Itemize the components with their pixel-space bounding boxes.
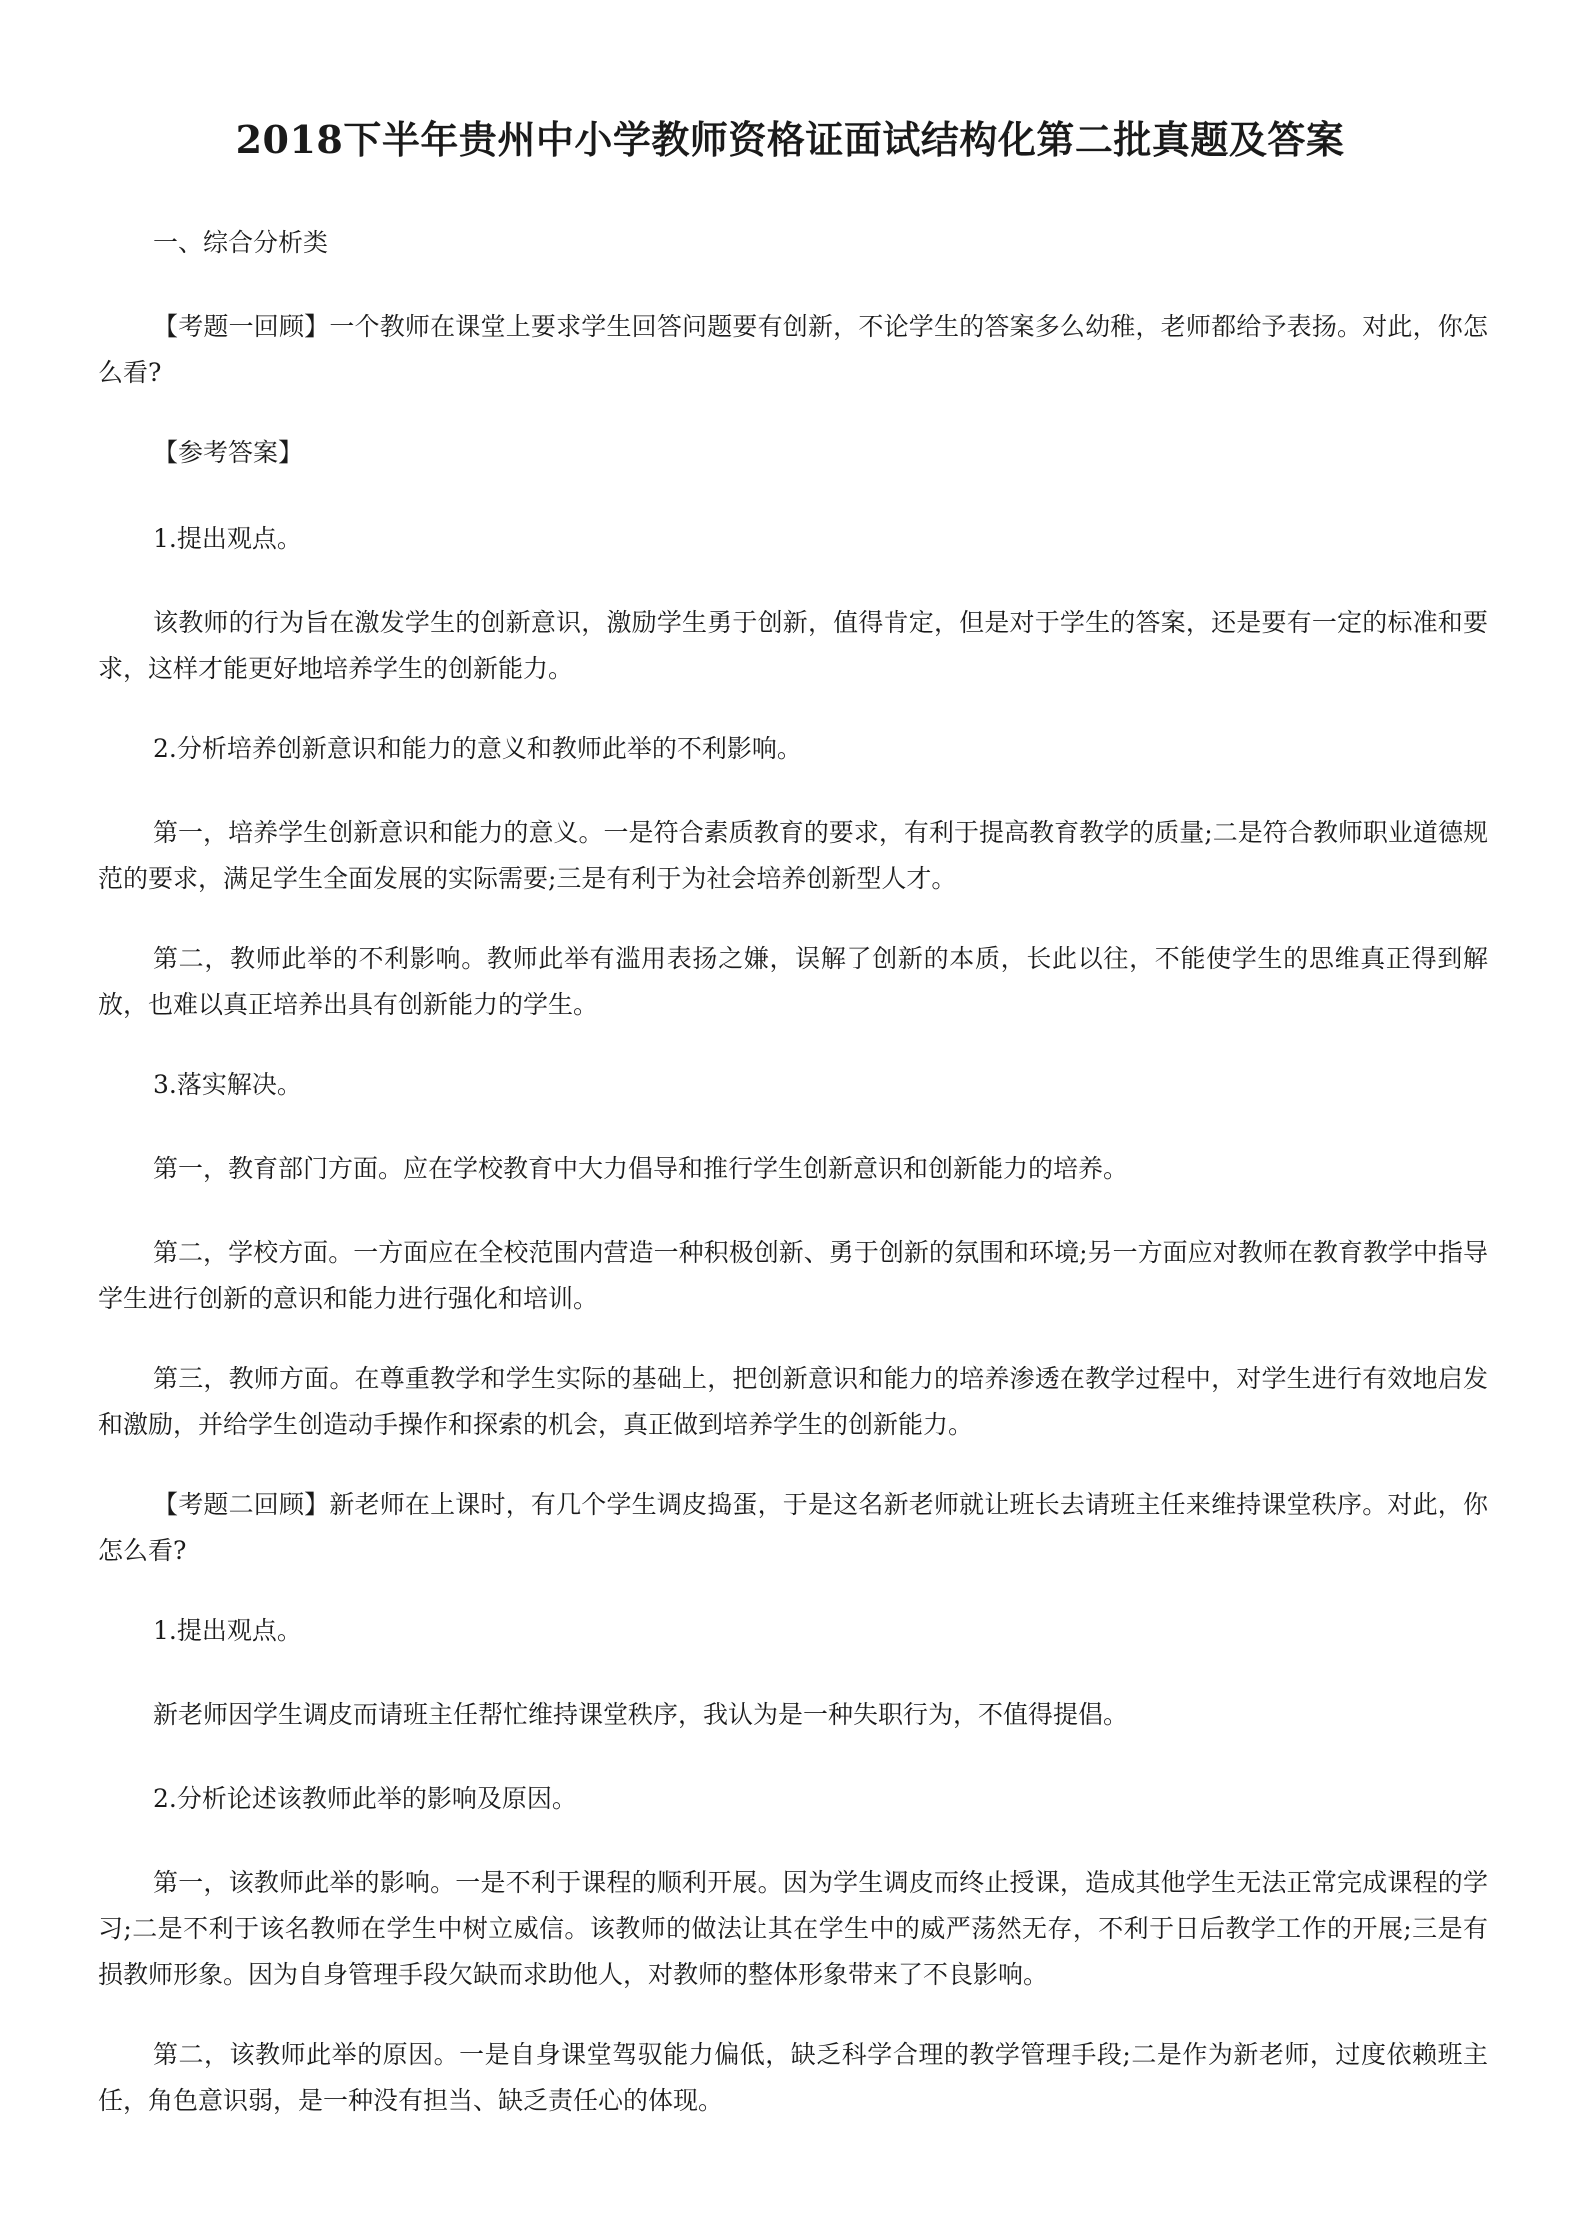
answer-two-step-2-point-2: 第二，该教师此举的原因。一是自身课堂驾驭能力偏低，缺乏科学合理的教学管理手段;二是作为新老师，过度依赖班主任，角色意识弱，是一种没有担当、缺乏责任心的体现。 [98,2040,1488,2115]
answer-one-step-3-heading: 3.落实解决。 [153,1070,302,1099]
answer-one-step-1-text: 该教师的行为旨在激发学生的创新意识，激励学生勇于创新，值得肯定，但是对于学生的答案，还是要有一定的标准和要求，这样才能更好地培养学生的创新能力。 [98,608,1488,683]
section-heading-comprehensive-analysis: 一、综合分析类 [153,228,329,257]
answer-one-step-2-point-1: 第一，培养学生创新意识和能力的意义。一是符合素质教育的要求，有利于提高教育教学的质量;二是符合教师职业道德规范的要求，满足学生全面发展的实际需要;三是有利于为社会培养创新型人才。 [98,818,1488,893]
answer-one-step-2-heading: 2.分析培养创新意识和能力的意义和教师此举的不利影响。 [153,734,802,763]
answer-one-step-2-point-2: 第二，教师此举的不利影响。教师此举有滥用表扬之嫌，误解了创新的本质，长此以往，不能使学生的思维真正得到解放，也难以真正培养出具有创新能力的学生。 [98,944,1488,1019]
answer-one-step-3-point-2: 第二，学校方面。一方面应在全校范围内营造一种积极创新、勇于创新的氛围和环境;另一方面应对教师在教育教学中指导学生进行创新的意识和能力进行强化和培训。 [98,1238,1488,1313]
answer-one-step-1-heading: 1.提出观点。 [153,524,302,553]
question-one-prompt: 【考题一回顾】一个教师在课堂上要求学生回答问题要有创新，不论学生的答案多么幼稚，老师都给予表扬。对此，你怎么看? [98,312,1488,387]
answer-two-step-1-text: 新老师因学生调皮而请班主任帮忙维持课堂秩序，我认为是一种失职行为，不值得提倡。 [153,1700,1129,1729]
answer-one-step-3-point-3: 第三，教师方面。在尊重教学和学生实际的基础上，把创新意识和能力的培养渗透在教学过程中，对学生进行有效地启发和激励，并给学生创造动手操作和探索的机会，真正做到培养学生的创新能力。 [98,1364,1488,1439]
question-two-prompt: 【考题二回顾】新老师在上课时，有几个学生调皮捣蛋，于是这名新老师就让班长去请班主任来维持课堂秩序。对此，你怎么看? [98,1490,1488,1565]
document-title: 2018下半年贵州中小学教师资格证面试结构化第二批真题及答案 [235,117,1345,162]
answer-one-step-3-point-1: 第一，教育部门方面。应在学校教育中大力倡导和推行学生创新意识和创新能力的培养。 [153,1154,1129,1183]
answer-two-step-2-heading: 2.分析论述该教师此举的影响及原因。 [153,1784,577,1813]
reference-answer-heading: 【参考答案】 [153,438,304,467]
answer-two-step-2-point-1: 第一，该教师此举的影响。一是不利于课程的顺利开展。因为学生调皮而终止授课，造成其他学生无法正常完成课程的学习;二是不利于该名教师在学生中树立威信。该教师的做法让其在学生中的威严荡然无存，不利于日后教学工作的开展;三是有损教师形象。因为自身管理手段欠缺而求助他人，对教师的整体形象带来了不良影响。 [98,1868,1488,1989]
answer-two-step-1-heading: 1.提出观点。 [153,1616,302,1645]
